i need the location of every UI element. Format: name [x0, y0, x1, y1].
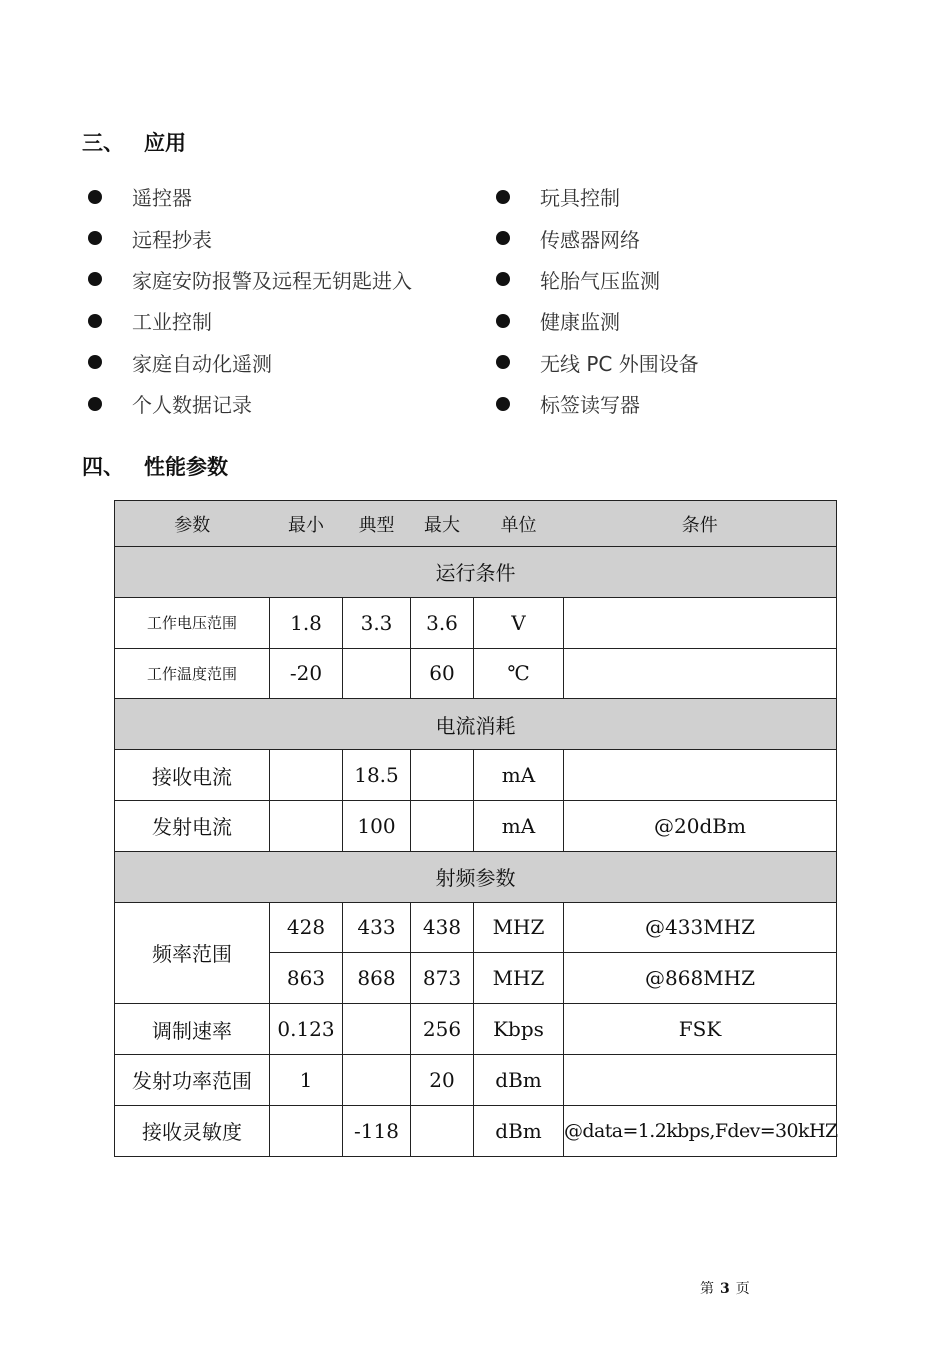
- applications-right-column: [492, 176, 699, 424]
- list-item-label: 个人数据记录: [132, 393, 252, 418]
- column-header: 单位: [474, 501, 564, 547]
- param-cell: 工作温度范围: [115, 648, 270, 699]
- column-header: 最小: [270, 501, 343, 547]
- max-cell: [411, 800, 474, 851]
- param-cell: 发射电流: [115, 800, 270, 851]
- list-item: [84, 259, 412, 300]
- max-cell: [411, 1105, 474, 1156]
- section-title: 应用: [144, 131, 186, 155]
- bullet-icon: [496, 190, 510, 204]
- table-row: [115, 1105, 837, 1156]
- unit-cell: MHZ: [474, 902, 564, 953]
- list-item: [492, 176, 699, 217]
- section-number: 四、: [82, 455, 124, 479]
- list-item-label: 健康监测: [540, 310, 620, 335]
- table-section-row: [115, 851, 837, 902]
- typ-cell: [343, 1054, 411, 1105]
- bullet-icon: [496, 272, 510, 286]
- list-item-label: 工业控制: [132, 310, 212, 335]
- performance-table: [114, 500, 837, 1157]
- max-cell: 60: [411, 648, 474, 699]
- table-row: [115, 750, 837, 801]
- bullet-icon: [496, 397, 510, 411]
- cond-cell: @868MHZ: [564, 953, 837, 1004]
- max-cell: 873: [411, 953, 474, 1004]
- list-item-label: 远程抄表: [132, 227, 212, 252]
- unit-cell: dBm: [474, 1105, 564, 1156]
- column-header: 最大: [411, 501, 474, 547]
- cond-cell: @20dBm: [564, 800, 837, 851]
- list-item: [84, 300, 412, 341]
- unit-cell: MHZ: [474, 953, 564, 1004]
- param-cell: 接收电流: [115, 750, 270, 801]
- column-header: 条件: [564, 501, 837, 547]
- min-cell: [270, 750, 343, 801]
- list-item-label: 传感器网络: [540, 227, 640, 252]
- list-item-label: 轮胎气压监测: [540, 268, 660, 293]
- max-cell: 438: [411, 902, 474, 953]
- page-prefix: 第: [700, 1281, 714, 1297]
- list-item-label: 家庭安防报警及远程无钥匙进入: [132, 268, 412, 293]
- list-item: [492, 217, 699, 258]
- typ-cell: -118: [343, 1105, 411, 1156]
- table-row: [115, 800, 837, 851]
- list-item-label: 玩具控制: [540, 186, 620, 211]
- unit-cell: mA: [474, 750, 564, 801]
- unit-cell: mA: [474, 800, 564, 851]
- typ-cell: 868: [343, 953, 411, 1004]
- bullet-icon: [496, 231, 510, 245]
- bullet-icon: [496, 355, 510, 369]
- page-suffix: 页: [735, 1281, 750, 1297]
- list-item-label: 无线 PC 外围设备: [540, 351, 699, 376]
- cond-cell: [564, 597, 837, 648]
- typ-cell: 100: [343, 800, 411, 851]
- bullet-icon: [88, 397, 102, 411]
- unit-cell: V: [474, 597, 564, 648]
- table-header-row: [115, 501, 837, 547]
- cond-cell: FSK: [564, 1004, 837, 1055]
- list-item-label: 家庭自动化遥测: [132, 351, 272, 376]
- cond-cell: [564, 750, 837, 801]
- list-item: [84, 342, 412, 383]
- list-item: [84, 383, 412, 424]
- param-cell: 调制速率: [115, 1004, 270, 1055]
- table-row: [115, 902, 837, 953]
- cond-cell: @data=1.2kbps,Fdev=30kHZ: [564, 1105, 837, 1156]
- list-item: [84, 176, 412, 217]
- bullet-icon: [88, 272, 102, 286]
- table-row: [115, 1054, 837, 1105]
- min-cell: 428: [270, 902, 343, 953]
- cond-cell: [564, 648, 837, 699]
- list-item: [492, 342, 699, 383]
- min-cell: [270, 1105, 343, 1156]
- table-row: [115, 1004, 837, 1055]
- max-cell: 3.6: [411, 597, 474, 648]
- unit-cell: Kbps: [474, 1004, 564, 1055]
- section-title-cell: 运行条件: [115, 547, 837, 598]
- cond-cell: @433MHZ: [564, 902, 837, 953]
- section-heading-performance: [82, 451, 228, 481]
- column-header: 典型: [343, 501, 411, 547]
- bullet-icon: [88, 190, 102, 204]
- param-cell: 工作电压范围: [115, 597, 270, 648]
- typ-cell: 18.5: [343, 750, 411, 801]
- list-item-label: 标签读写器: [540, 393, 640, 418]
- typ-cell: [343, 648, 411, 699]
- list-item-label: 遥控器: [132, 186, 192, 211]
- table-section-row: [115, 699, 837, 750]
- list-item: [492, 383, 699, 424]
- bullet-icon: [88, 231, 102, 245]
- section-heading-applications: [82, 127, 186, 157]
- page-footer: [697, 1278, 753, 1298]
- param-cell: 发射功率范围: [115, 1054, 270, 1105]
- unit-cell: ℃: [474, 648, 564, 699]
- section-title: 性能参数: [144, 455, 228, 479]
- param-cell: 接收灵敏度: [115, 1105, 270, 1156]
- section-number: 三、: [82, 131, 124, 155]
- applications-left-column: [84, 176, 412, 424]
- bullet-icon: [88, 355, 102, 369]
- list-item: [84, 217, 412, 258]
- section-title-cell: 电流消耗: [115, 699, 837, 750]
- section-title-cell: 射频参数: [115, 851, 837, 902]
- typ-cell: [343, 1004, 411, 1055]
- min-cell: [270, 800, 343, 851]
- param-cell: 频率范围: [115, 902, 270, 1004]
- max-cell: [411, 750, 474, 801]
- unit-cell: dBm: [474, 1054, 564, 1105]
- min-cell: 863: [270, 953, 343, 1004]
- table-section-row: [115, 547, 837, 598]
- typ-cell: 3.3: [343, 597, 411, 648]
- min-cell: -20: [270, 648, 343, 699]
- min-cell: 0.123: [270, 1004, 343, 1055]
- min-cell: 1: [270, 1054, 343, 1105]
- max-cell: 256: [411, 1004, 474, 1055]
- bullet-icon: [496, 314, 510, 328]
- list-item: [492, 300, 699, 341]
- page-number: 3: [720, 1281, 730, 1297]
- column-header: 参数: [115, 501, 270, 547]
- max-cell: 20: [411, 1054, 474, 1105]
- list-item: [492, 259, 699, 300]
- cond-cell: [564, 1054, 837, 1105]
- table-row: [115, 597, 837, 648]
- bullet-icon: [88, 314, 102, 328]
- table-row: [115, 648, 837, 699]
- typ-cell: 433: [343, 902, 411, 953]
- min-cell: 1.8: [270, 597, 343, 648]
